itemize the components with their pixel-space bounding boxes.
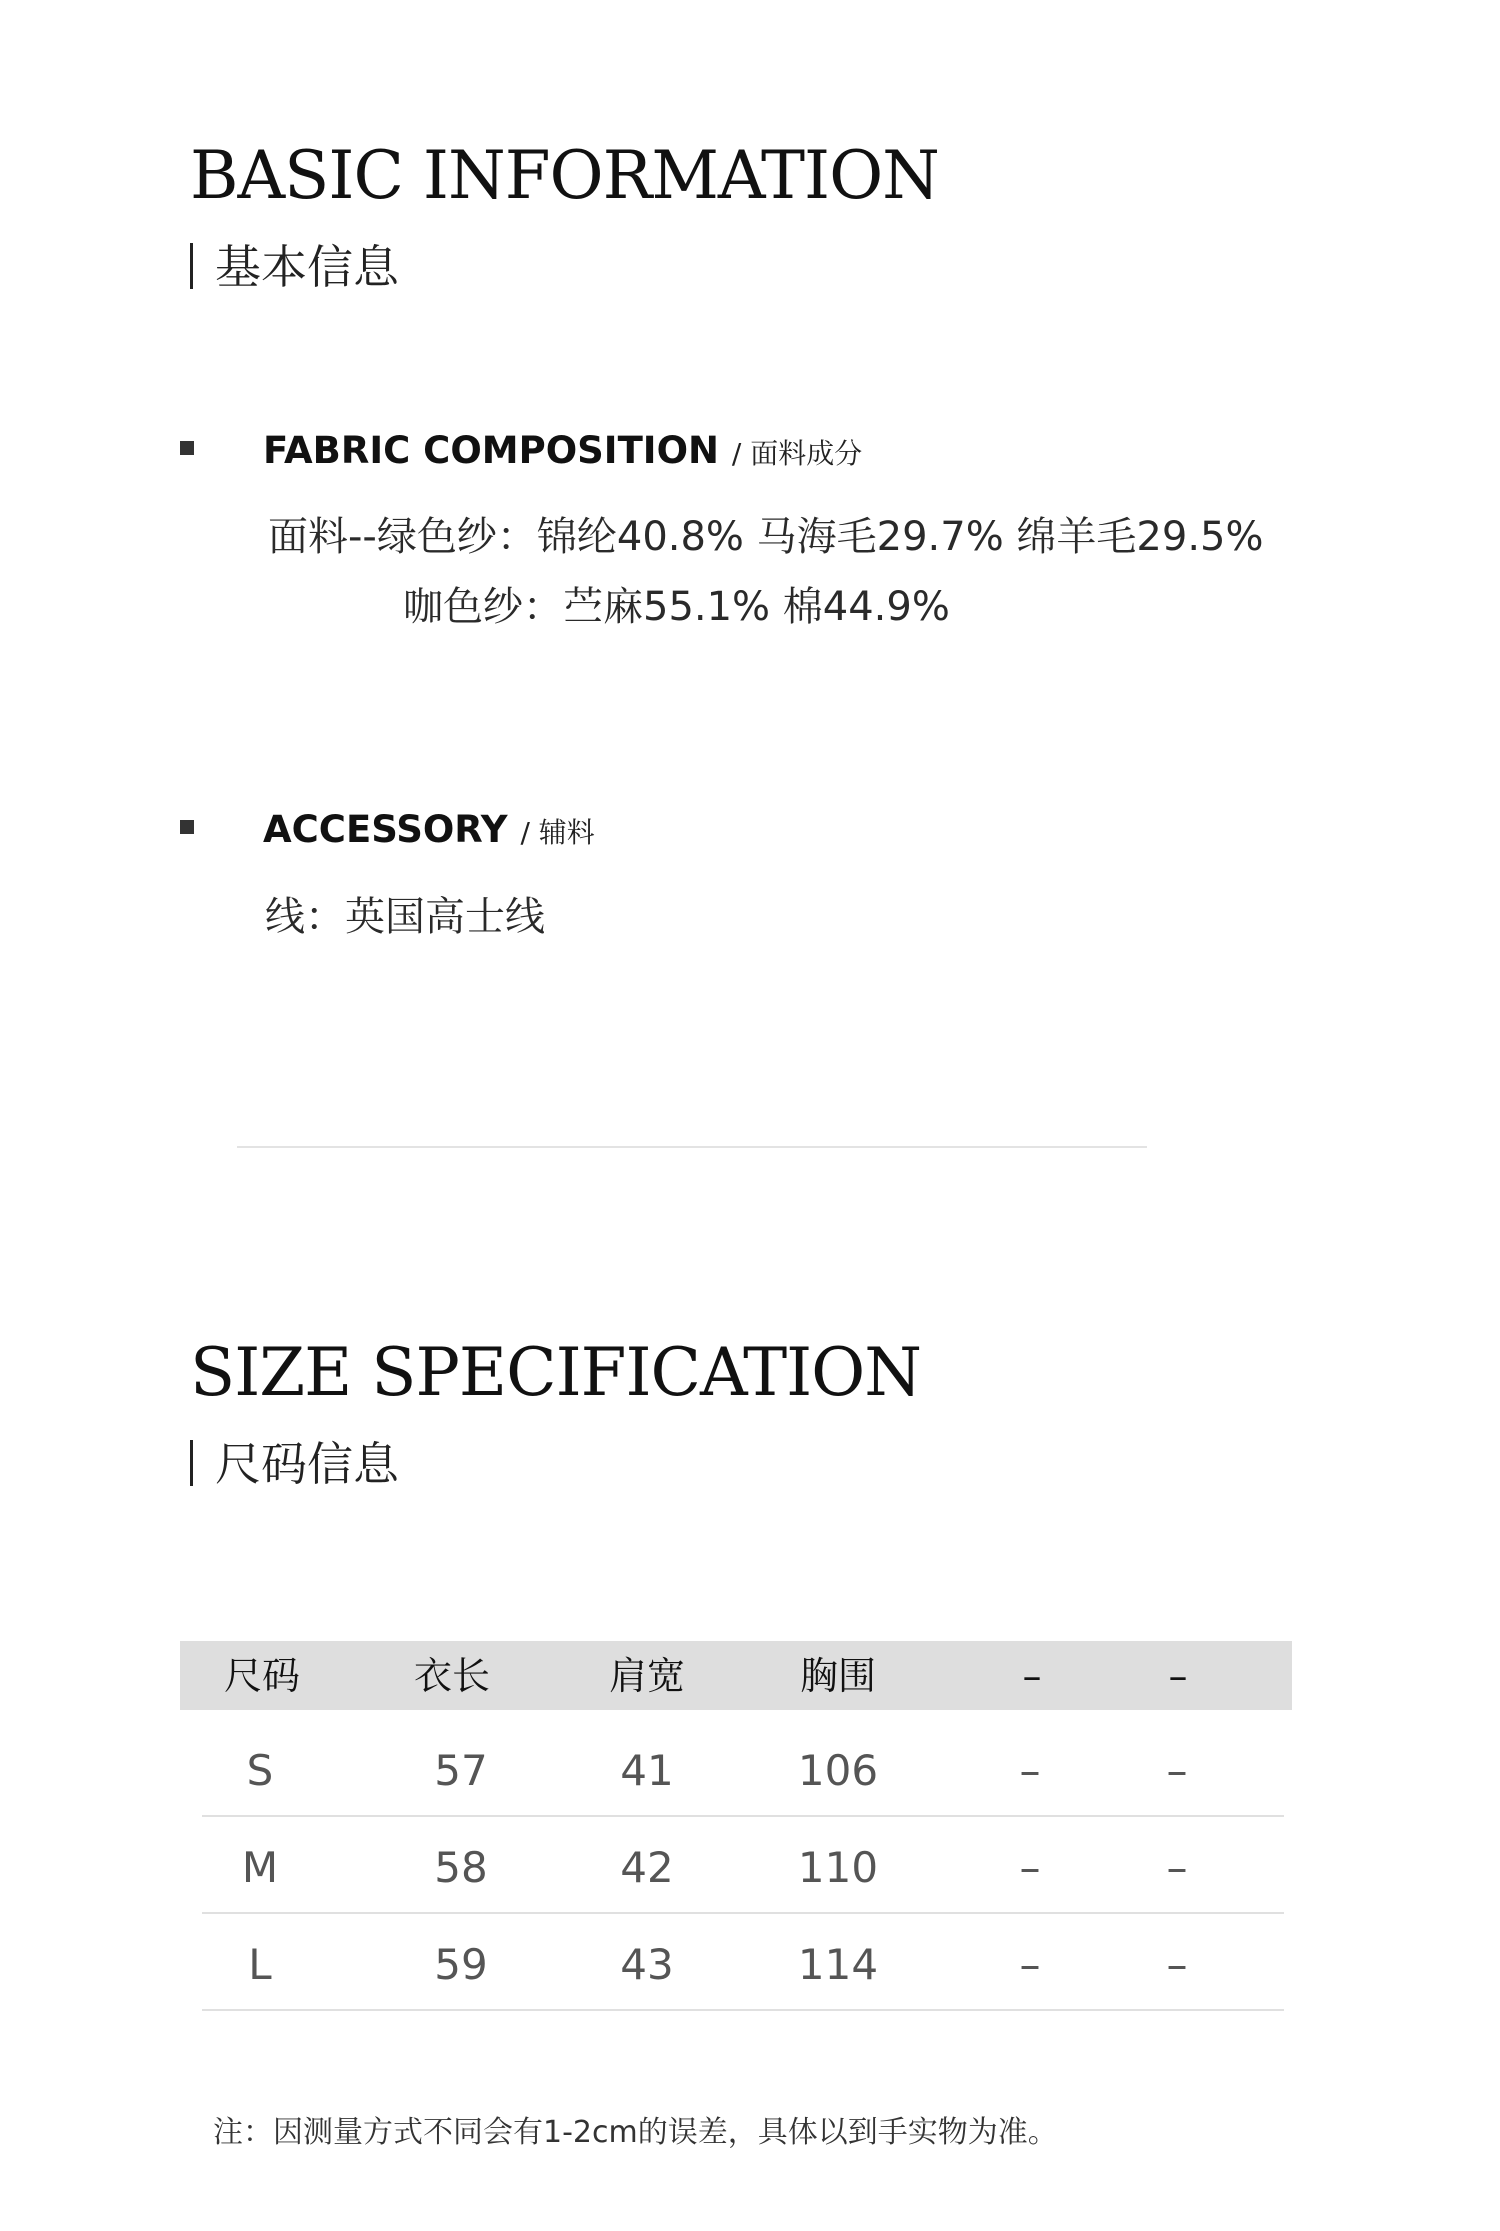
subtitle-bar — [190, 243, 193, 289]
size-spec-title: SIZE SPECIFICATION — [190, 1334, 922, 1411]
accessory-line-1: 线：英国高士线 — [265, 894, 545, 940]
measurement-note: 注：因测量方式不同会有1-2cm的误差，具体以到手实物为准。 — [213, 2115, 1058, 2150]
table-header-dash-2: – — [1168, 1654, 1188, 1698]
table-cell-size: M — [241, 1843, 279, 1892]
table-cell-length: 59 — [434, 1940, 488, 1989]
fabric-heading-text: FABRIC COMPOSITION — [263, 429, 719, 472]
table-header-length: 衣长 — [413, 1654, 490, 1698]
table-row-divider — [202, 2009, 1284, 2011]
fabric-heading — [263, 429, 863, 472]
table-cell-dash: – — [1019, 1746, 1041, 1795]
fabric-heading-sub: / 面料成分 — [731, 437, 863, 470]
size-spec-subtitle-text: 尺码信息 — [215, 1437, 399, 1491]
table-cell-dash: – — [1166, 1843, 1188, 1892]
table-cell-shoulder: 41 — [620, 1746, 674, 1795]
table-cell-length: 57 — [434, 1746, 488, 1795]
table-cell-dash: – — [1019, 1940, 1041, 1989]
basic-info-subtitle-text: 基本信息 — [215, 240, 399, 294]
table-cell-dash: – — [1019, 1843, 1041, 1892]
subtitle-bar — [190, 1440, 193, 1486]
accessory-heading — [263, 808, 595, 851]
accessory-heading-text: ACCESSORY — [263, 808, 508, 851]
table-cell-size: S — [246, 1746, 274, 1795]
table-cell-dash: – — [1166, 1940, 1188, 1989]
table-cell-chest: 114 — [797, 1940, 879, 1989]
table-header-size: 尺码 — [223, 1654, 300, 1698]
fabric-line-1: 面料--绿色纱：锦纶40.8% 马海毛29.7% 绵羊毛29.5% — [268, 514, 1264, 560]
fabric-line-2: 咖色纱：苎麻55.1% 棉44.9% — [403, 584, 950, 630]
table-row-divider — [202, 1912, 1284, 1914]
table-cell-shoulder: 43 — [620, 1940, 674, 1989]
table-cell-shoulder: 42 — [620, 1843, 674, 1892]
table-cell-dash: – — [1166, 1746, 1188, 1795]
bullet-square-icon — [180, 820, 194, 834]
accessory-heading-sub: / 辅料 — [520, 816, 595, 849]
table-cell-chest: 106 — [797, 1746, 879, 1795]
table-header-chest: 胸围 — [799, 1654, 876, 1698]
table-cell-chest: 110 — [797, 1843, 879, 1892]
table-header-shoulder: 肩宽 — [608, 1654, 685, 1698]
basic-info-subtitle — [190, 240, 399, 294]
section-divider — [237, 1146, 1147, 1148]
table-row-divider — [202, 1815, 1284, 1817]
table-cell-size: L — [248, 1940, 272, 1989]
basic-info-title: BASIC INFORMATION — [190, 137, 939, 214]
table-cell-length: 58 — [434, 1843, 488, 1892]
table-header-dash-1: – — [1022, 1654, 1042, 1698]
bullet-square-icon — [180, 441, 194, 455]
size-spec-subtitle — [190, 1437, 399, 1491]
